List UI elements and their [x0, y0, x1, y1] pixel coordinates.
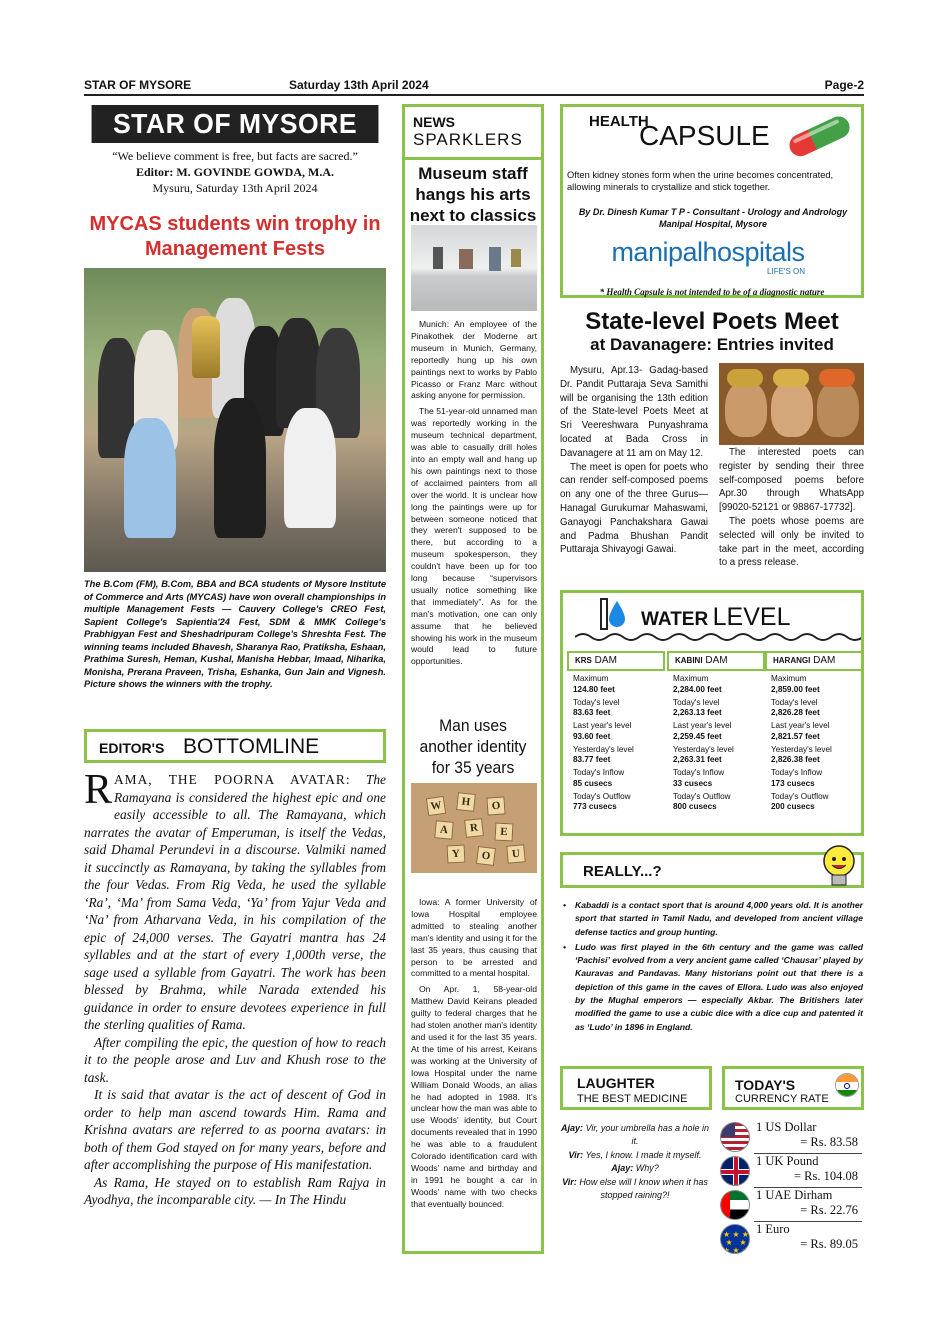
- uk-flag-icon: [720, 1156, 750, 1186]
- trophy-icon: [192, 316, 220, 378]
- identity-story-text: Iowa: A former University of Iowa Hospital employee admitted to stealing another man's identity and using it for the last 35 years, thus causing that person to be arrested and committed to a mental hospital. On Apr. 1, 58-year-old Matthew David Keirans pleaded guilty to federal charges that he had stolen another man's identity and used it for the last 35 years. At the time of his arrest, Keirans was working at the University of Iowa Hospital under the name William Donald Woods, an alias he had adopted in 1988. It's unclear how the man was able to use Woods' identity, but Court documents revealed that in 1990 he was able to a fraudulent Colorado identification card with Woods' name and birthday and in 1991 he bought a car in Woods' name with two checks that eventually bounced.: [411, 897, 537, 1209]
- health-author: By Dr. Dinesh Kumar T P - Consultant - Urology and Andrology Manipal Hospital, Mysore: [578, 207, 848, 229]
- mycas-caption: The B.Com (FM), B.Com, BBA and BCA students of Mysore Institute of Commerce and Arts (MYCAS) have won overall championships in multiple Management Fests — Cauvery College's CREO Fest, Sapient College's Sapientia'24 Fest, SDM & MMK College's Prabhigyan Fest and Sheshadripuram College's Shreshta Fest. The winning teams included Bhavesh, Sharanya Rao, Pratiksha, Eshaan, Prathima Suresh, Heman, Kushal, Manisha Hebbar, Imaad, Niharika, Monisha, Prerana Praveen, Trisha, Eshanka, Gun Jain and Vignesh. Picture shows the winners with the trophy.: [84, 579, 386, 689]
- scrabble-tile: R: [464, 818, 484, 838]
- wave-icon: [575, 631, 861, 643]
- scrabble-tile: E: [495, 823, 514, 842]
- museum-headline: Museum staff hangs his arts next to classics: [409, 164, 537, 225]
- news-sparklers-column: [402, 104, 544, 1254]
- list-item: • Kabaddi is a contact sport that is around 4,000 years old. It is another sport that started in Tamil Nadu, and developed from ancient village defense tactics and group hunting.: [563, 899, 863, 939]
- poets-meet-text-right: The interested poets can register by sending their three self-composed poems before Apr.30 through WhatsApp [99020-52121 or 98867-17732]. The poets whose poems are selected will only be invited to take part in the meet, according to a press release.: [719, 447, 864, 569]
- poets-meet-subhead: at Davanagere: Entries invited: [590, 335, 834, 354]
- currency-row-eur: ★ ★ ★ ★ ★ ★ ★ ★ 1 Euro = Rs. 89.05: [720, 1222, 862, 1254]
- header-date: Saturday 13th April 2024: [289, 78, 429, 92]
- masthead-editor: Editor: M. GOVINDE GOWDA, M.A.: [136, 165, 334, 179]
- health-tip-text: Often kidney stones form when the urine becomes concentrated, allowing minerals to crystallize and stick together.: [567, 170, 834, 192]
- header-paper-name: STAR OF MYSORE: [84, 78, 192, 92]
- masthead-title: STAR OF MYSORE: [92, 105, 379, 143]
- scrabble-tile: A: [434, 820, 454, 840]
- laughter-label-box: LAUGHTER THE BEST MEDICINE: [560, 1066, 712, 1110]
- currency-row-gbp: 1 UK Pound = Rs. 104.08: [720, 1154, 862, 1186]
- scrabble-tile: U: [506, 844, 526, 864]
- editors-bottomline-label: EDITOR'S BOTTOMLINE: [84, 729, 386, 763]
- scrabble-tile: W: [426, 796, 446, 816]
- museum-story-text: Munich: An employee of the Pinakothek der Moderne art museum in Munich, Germany, reportedly hung up his own paintings next to works by Pablo Picasso or Franz Marc without asking anyone for permission. The 51-year-old unnamed man was reportedly working in the museum technical department, was able to casually drill holes into an empty wall and hang up his own paintings next to those of acclaimed painters from all over the world. It is unclear how long the paintings were up for between someone noticed that they weren't supposed to be there, but according to a museum spokesperson, they couldn't have been up for too long because “supervisors usually notice something like that immediately”. As for the man's motivation, one can only assume that he believed showing his work in the museum would lead to future opportunities.: [411, 319, 537, 667]
- divider: [405, 157, 541, 160]
- masthead-info: [84, 148, 386, 196]
- currency-row-aed: 1 UAE Dirham = Rs. 22.76: [720, 1188, 862, 1220]
- editorial-text: RAMA, THE POORNA AVATAR: The Ramayana is considered the highest epic and one easily accessible to all. The Ramayana, which narrates the avatar of Emperuman, is itself the Vedas, said Dhamal Perundevi in a discourse. Valmiki named it succinctly as Ramayana, by taking the syllables from the four Vedas. From Rig Veda, he used the syllable ‘Ra’, ‘Ma’ from Sama Veda, ‘Ya’ from Yajur Veda and ‘Na’ from Atharvana Veda, in his compilation of the epic of 24,000 verses. The Gayatri mantra has 24 syllables and at the start of every 1,000th verse, the sage used a syllable from Gayatri. The work has been blessed by Brahma, while Narada extended his guidance in order to ensure devotees experience in full the sterling qualities of Rama. After compiling the epic, the question of how to reach it to the people arose and Luv and Khush rose to the task. It is said that avatar is the act of descent of God in order to help man ascend towards Him. Rama and Krishna avatars are referred to as poorna avatars: in both of them God stayed on for many years, before and after accomplishing the purpose of His manifestation. As Rama, He stayed on to establish Ram Rajya in Ayodhya, the incomparable city. — In The Hindu: [84, 767, 386, 1207]
- really-label-box: [560, 852, 864, 888]
- scrabble-tiles-photo: [411, 783, 537, 873]
- us-flag-icon: [720, 1122, 750, 1152]
- poets-meet-text-left: Mysuru, Apr.13- Gadag-based Dr. Pandit Puttaraja Seva Samithi will be organising the 13th edition of the State-level Poets Meet at Sri Veereshwara Punyashrama located at Bada Cross in Davanagere at 11 am on May 12. The meet is open for poets who can render self-composed poems on any one of the three Gurus— Hanagal Gurukumar Mahaswami, Ganayogi Panchakshara Gawai and Padma Bhushan Pandit Puttaraja Shivayogi Gawai.: [560, 365, 708, 556]
- masthead-dateline: Mysuru, Saturday 13th April 2024: [152, 181, 318, 195]
- scrabble-tile: O: [476, 846, 496, 866]
- health-capsule-box: [560, 104, 864, 298]
- dam-kabini: KABINI DAM Maximum 2,284.00 feet Today's level 2,263.13 feet Last year's level 2,259.45 feet Yesterday's level 2,263.31 feet Today's Inflow 33 cusecs Today's Outflow 800 cusecs: [667, 651, 765, 815]
- water-level-label: WATER LEVEL: [641, 603, 791, 631]
- scrabble-tile: H: [456, 792, 476, 812]
- really-facts-list: [563, 899, 863, 1036]
- mycas-headline: MYCAS students win trophy in Management Fests: [89, 213, 381, 260]
- eu-flag-icon: ★ ★ ★ ★ ★ ★ ★ ★: [720, 1224, 750, 1254]
- dam-krs: KRS DAM Maximum 124.80 feet Today's level 83.63 feet Last year's level 93.60 feet Yesterday's level 83.77 feet Today's Inflow 85 cusecs Today's Outflow 773 cusecs: [567, 651, 665, 815]
- drop-cap: R: [84, 767, 113, 813]
- scrabble-tile: O: [486, 796, 505, 815]
- capsule-pill-icon: [781, 113, 859, 157]
- currency-label-box: TODAY'S CURRENCY RATE: [722, 1066, 864, 1110]
- header-page-number: Page-2: [824, 78, 864, 92]
- water-gauge-icon: [599, 597, 625, 631]
- mycas-group-photo: [84, 268, 386, 572]
- identity-headline: Man uses another identity for 35 years: [419, 716, 527, 777]
- poets-meet-headline: State-level Poets Meet: [585, 308, 839, 335]
- manipal-hospitals-logo: manipalhospitals LIFE'S ON: [611, 237, 805, 276]
- lightbulb-icon: [819, 841, 859, 893]
- india-flag-icon: [835, 1073, 859, 1097]
- museum-photo: [411, 225, 537, 311]
- gurus-portrait-image: [719, 363, 864, 445]
- water-level-box: [560, 590, 864, 836]
- currency-row-usd: 1 US Dollar = Rs. 83.58: [720, 1120, 862, 1152]
- dam-harangi: HARANGI DAM Maximum 2,859.00 feet Today's level 2,826.28 feet Last year's level 2,821.57 feet Yesterday's level 2,826.38 feet Today's Inflow 173 cusecs Today's Outflow 200 cusecs: [765, 651, 863, 815]
- health-capsule-label: HEALTH CAPSULE: [589, 113, 770, 151]
- uae-flag-icon: [720, 1190, 750, 1220]
- masthead-quote: “We believe comment is free, but facts are sacred.”: [112, 149, 358, 163]
- really-label: REALLY...?: [583, 863, 662, 880]
- page-header: [84, 76, 864, 96]
- news-sparklers-label: NEWS SPARKLERS: [413, 114, 523, 149]
- scrabble-tile: Y: [447, 845, 466, 864]
- list-item: • Ludo was first played in the 6th century and the game was called ‘Pachisi’ evolved from a very ancient game called ‘Chausar’ played by Kauravas and Pandavas. Many historians point out that there is a depiction of this game in the caves of Ellora. Ludo was also enjoyed by the Mughal emperors — especially Akbar. The Britishers later modified the game to use a cubic dice with a dice cup and patented it as ‘Ludo’ in 1896 in England.: [563, 941, 863, 1034]
- health-disclaimer: * Health Capsule is not intended to be of a diagnostic nature: [599, 287, 825, 297]
- joke-text: Ajay: Vir, your umbrella has a hole in it. Vir: Yes, I know. I made it myself. Ajay: Why? Vir: How else will I know when it has stopped raining?!: [561, 1123, 709, 1201]
